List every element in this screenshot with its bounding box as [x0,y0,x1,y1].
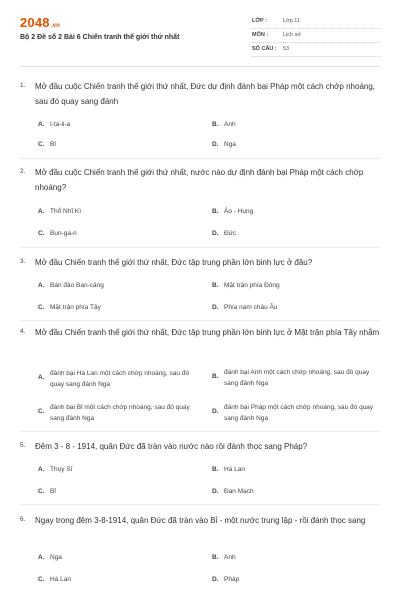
question-text: Mở đầu cuộc Chiến tranh thế giới thứ nhất, nước nào dự định đánh bại Pháp một cách chớp nhoáng? [35,168,364,192]
meta-count-row [252,43,380,57]
question-number: 6. [20,516,26,523]
question-number: 4. [20,328,26,335]
meta-subject-row [252,29,380,43]
question-separator [20,320,380,321]
question-text: Đêm 3 - 8 - 1914, quân Đức đã tràn vào nước nào rồi đánh thọc sang Pháp? [35,442,308,451]
meta-subject-value: Lịch sử [283,32,302,38]
question-text: Ngay trong đêm 3-8-1914, quân Đức đã tràn vào Bỉ - một nước trung lập - rồi đánh thọc sang [35,516,366,525]
meta-count-value: 53 [283,46,290,52]
question-separator [20,247,380,248]
meta-subject-label: MÔN : [252,32,269,38]
question-number: 3. [20,258,26,265]
meta-count-label: SỐ CÂU : [252,46,277,52]
header-divider [20,66,380,67]
question-text: Mở đầu cuộc Chiến tranh thế giới thứ nhất, Đức dự định đánh bại Pháp một cách chớp nhoáng, sau đó quay sang đánh [35,82,376,106]
meta-class-label: LỚP : [252,18,267,24]
site-logo[interactable]: 2048.vn [20,15,61,30]
meta-class-row [252,15,380,29]
document-header [0,0,400,70]
meta-class-value: Lớp 11 [283,18,300,24]
document-title: Bộ 2 Đề số 2 Bài 6 Chiến tranh thế giới thứ nhất [20,34,180,41]
question-text: Mở đầu Chiến tranh thế giới thứ nhất, Đức tập trung phần lớn binh lực ở đâu? [35,258,313,267]
question-separator [20,158,380,159]
question-separator [20,431,380,432]
question-number: 1. [20,82,26,89]
question-number: 2. [20,168,26,175]
question-number: 5. [20,442,26,449]
question-separator [20,504,380,505]
question-text: Mở đầu Chiến tranh thế giới thứ nhất, Đức tập trung phần lớn binh lực ở Mặt trận phía Tây nhằm [35,328,380,337]
